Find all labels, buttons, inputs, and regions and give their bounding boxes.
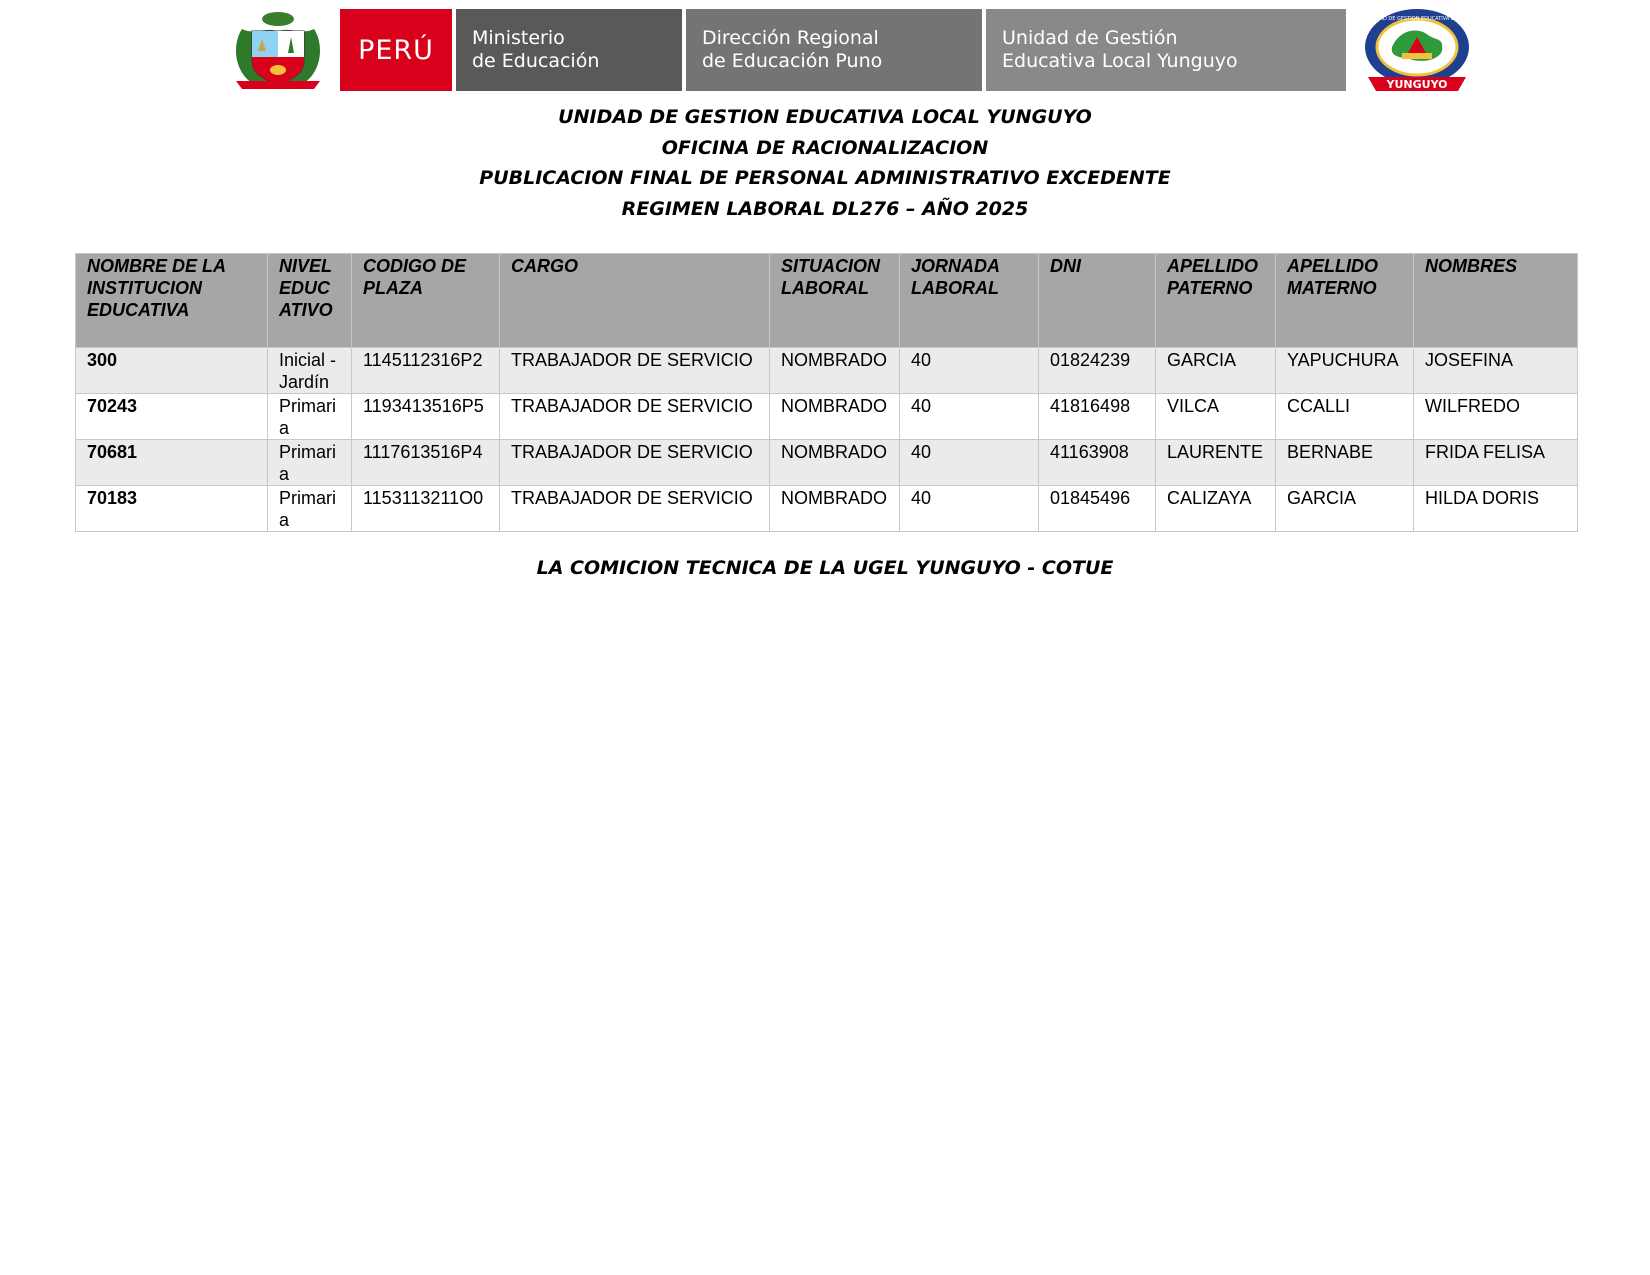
cell-cargo: TRABAJADOR DE SERVICIO xyxy=(500,394,770,440)
title-ugel: UNIDAD DE GESTION EDUCATIVA LOCAL YUNGUYO xyxy=(558,106,1092,128)
cell-institucion: 70243 xyxy=(76,394,268,440)
cell-apellido-paterno: GARCIA xyxy=(1156,348,1276,394)
cell-nivel: Primaria xyxy=(268,486,352,532)
cell-institucion: 300 xyxy=(76,348,268,394)
cell-institucion: 70681 xyxy=(76,440,268,486)
ugel-logo-ring-text: UNIDAD DE GESTION EDUCATIVA LOCAL xyxy=(1366,16,1468,22)
cell-dni: 01824239 xyxy=(1039,348,1156,394)
cell-jornada: 40 xyxy=(900,394,1039,440)
cell-apellido-materno: YAPUCHURA xyxy=(1276,348,1414,394)
cell-nivel: Primaria xyxy=(268,440,352,486)
country-label: PERÚ xyxy=(358,34,434,66)
cell-apellido-materno: CCALLI xyxy=(1276,394,1414,440)
cell-situacion: NOMBRADO xyxy=(770,440,900,486)
ugel-yunguyo-logo-icon xyxy=(1358,7,1476,93)
ministerio-line1: Ministerio xyxy=(472,27,565,49)
cell-codigo: 1117613516P4 xyxy=(352,440,500,486)
cell-nombres: JOSEFINA xyxy=(1414,348,1578,394)
table-row xyxy=(76,348,1578,394)
cell-dni: 41816498 xyxy=(1039,394,1156,440)
coat-of-arms-icon xyxy=(222,9,334,91)
table-row xyxy=(76,394,1578,440)
col-header-nivel: NIVEL EDUC ATIVO xyxy=(268,254,352,348)
ministerio-box xyxy=(456,9,682,91)
col-header-apellido-paterno: APELLIDO PATERNO xyxy=(1156,254,1276,348)
cell-cargo: TRABAJADOR DE SERVICIO xyxy=(500,486,770,532)
cell-apellido-paterno: LAURENTE xyxy=(1156,440,1276,486)
cell-apellido-paterno: VILCA xyxy=(1156,394,1276,440)
cell-jornada: 40 xyxy=(900,348,1039,394)
title-oficina: OFICINA DE RACIONALIZACION xyxy=(661,136,989,159)
ugel-line2: Educativa Local Yunguyo xyxy=(1002,50,1238,72)
cell-jornada: 40 xyxy=(900,486,1039,532)
title-regimen: REGIMEN LABORAL DL276 – AÑO 2025 xyxy=(621,197,1029,220)
cell-nombres: WILFREDO xyxy=(1414,394,1578,440)
title-publicacion: PUBLICACION FINAL DE PERSONAL ADMINISTRATIVO EXCEDENTE xyxy=(479,167,1171,189)
ugel-box xyxy=(986,9,1346,91)
ugel-line1: Unidad de Gestión xyxy=(1002,27,1178,49)
cell-situacion: NOMBRADO xyxy=(770,486,900,532)
direccion-line2: de Educación Puno xyxy=(702,50,883,72)
col-header-situacion: SITUACION LABORAL xyxy=(770,254,900,348)
col-header-institucion: NOMBRE DE LA INSTITUCION EDUCATIVA xyxy=(76,254,268,348)
col-header-nombres: NOMBRES xyxy=(1414,254,1578,348)
direccion-regional-box xyxy=(686,9,982,91)
cell-dni: 01845496 xyxy=(1039,486,1156,532)
cell-cargo: TRABAJADOR DE SERVICIO xyxy=(500,348,770,394)
cell-nivel: Inicial - Jardín xyxy=(268,348,352,394)
cell-jornada: 40 xyxy=(900,440,1039,486)
cell-apellido-materno: GARCIA xyxy=(1276,486,1414,532)
cell-situacion: NOMBRADO xyxy=(770,348,900,394)
cell-situacion: NOMBRADO xyxy=(770,394,900,440)
cell-institucion: 70183 xyxy=(76,486,268,532)
peru-logo xyxy=(340,9,452,91)
cell-codigo: 1193413516P5 xyxy=(352,394,500,440)
table-row xyxy=(76,440,1578,486)
footer-signature: LA COMICION TECNICA DE LA UGEL YUNGUYO - COTUE xyxy=(536,557,1114,579)
cell-dni: 41163908 xyxy=(1039,440,1156,486)
cell-cargo: TRABAJADOR DE SERVICIO xyxy=(500,440,770,486)
col-header-codigo: CODIGO DE PLAZA xyxy=(352,254,500,348)
table-row xyxy=(76,486,1578,532)
col-header-cargo: CARGO xyxy=(500,254,770,348)
cell-apellido-paterno: CALIZAYA xyxy=(1156,486,1276,532)
cell-apellido-materno: BERNABE xyxy=(1276,440,1414,486)
ugel-logo-banner-text: YUNGUYO xyxy=(1386,78,1448,91)
direccion-line1: Dirección Regional xyxy=(702,27,879,49)
cell-codigo: 1145112316P2 xyxy=(352,348,500,394)
personal-table xyxy=(75,253,1578,532)
cell-nivel: Primaria xyxy=(268,394,352,440)
col-header-apellido-materno: APELLIDO MATERNO xyxy=(1276,254,1414,348)
cell-codigo: 1153113211O0 xyxy=(352,486,500,532)
table-header-row xyxy=(76,254,1578,348)
col-header-dni: DNI xyxy=(1039,254,1156,348)
document-titles xyxy=(0,102,1650,224)
cell-nombres: HILDA DORIS xyxy=(1414,486,1578,532)
ministerio-line2: de Educación xyxy=(472,50,600,72)
header-banner xyxy=(222,9,1476,91)
cell-nombres: FRIDA FELISA xyxy=(1414,440,1578,486)
col-header-jornada: JORNADA LABORAL xyxy=(900,254,1039,348)
